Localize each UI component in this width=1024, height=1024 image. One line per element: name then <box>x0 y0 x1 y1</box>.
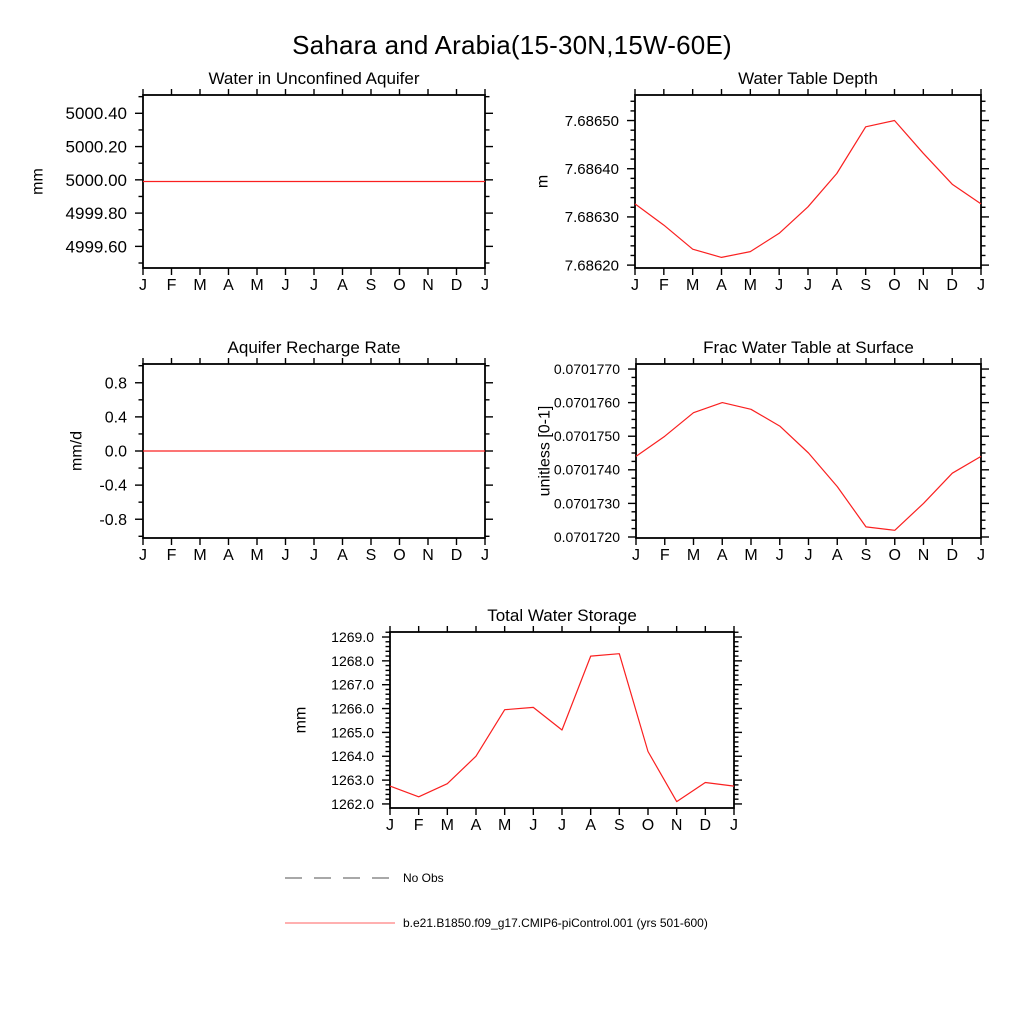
y-tick-label: 7.68630 <box>564 209 619 227</box>
y-tick-label: 7.68640 <box>564 160 619 178</box>
x-tick-label: N <box>917 547 930 564</box>
x-tick-label: M <box>744 547 758 564</box>
x-tick-label: S <box>365 277 377 294</box>
x-tick-label: N <box>917 277 930 294</box>
series-line <box>635 121 981 258</box>
x-tick-label: M <box>250 547 264 564</box>
y-tick-label: 5000.40 <box>65 104 127 124</box>
panel-water-table-depth <box>535 69 989 294</box>
y-tick-label: 0.0701750 <box>553 428 620 445</box>
y-tick-label: 0.0701720 <box>553 528 620 545</box>
x-tick-label: J <box>804 547 813 564</box>
x-tick-label: J <box>775 547 784 564</box>
x-tick-label: M <box>193 277 207 294</box>
x-tick-label: J <box>281 277 290 294</box>
legend-label-model-series: b.e21.B1850.f09_g17.CMIP6-piControl.001 (yrs 501-600) <box>403 916 708 930</box>
x-tick-label: S <box>860 277 872 294</box>
x-tick-label: J <box>281 547 290 564</box>
x-tick-label: A <box>716 547 728 564</box>
y-ticks <box>382 632 742 804</box>
x-tick-label: F <box>166 547 177 564</box>
x-tick-label: A <box>831 547 843 564</box>
x-tick-label: N <box>422 547 434 564</box>
y-tick-label: 5000.00 <box>65 170 127 190</box>
plot-frame <box>390 632 734 808</box>
x-tick-label: D <box>450 547 463 564</box>
x-tick-label: A <box>223 547 234 564</box>
y-tick-label: 7.68620 <box>564 257 619 275</box>
y-tick-labels <box>565 113 619 275</box>
x-tick-label: J <box>977 547 985 564</box>
series-line <box>636 403 981 531</box>
x-tick-label: M <box>686 277 700 294</box>
x-tick-label: F <box>659 547 670 564</box>
x-tick-label: N <box>422 277 434 294</box>
y-tick-label: 0.8 <box>104 375 127 393</box>
x-tick-labels <box>631 277 985 294</box>
y-tick-label: 1267.0 <box>331 676 374 693</box>
x-tick-labels <box>139 547 489 564</box>
x-tick-label: O <box>393 277 406 294</box>
no-obs-line-icon <box>283 872 395 884</box>
x-tick-label: J <box>632 547 640 564</box>
y-tick-label: 0.4 <box>104 409 127 427</box>
y-tick-label: 0.0701730 <box>553 495 620 512</box>
y-axis-label: m <box>534 174 552 189</box>
legend-label-no-obs: No Obs <box>403 871 444 885</box>
x-tick-label: M <box>743 277 757 294</box>
y-tick-label: 0.0 <box>104 443 127 461</box>
y-axis-label: mm/d <box>68 431 86 471</box>
y-tick-label: -0.4 <box>99 477 127 495</box>
x-tick-label: A <box>337 277 348 294</box>
y-tick-label: 7.68650 <box>564 112 619 130</box>
x-tick-label: J <box>804 277 812 294</box>
y-tick-label: 1262.0 <box>331 795 374 812</box>
x-tick-label: O <box>393 547 406 564</box>
x-tick-label: J <box>977 277 985 294</box>
x-tick-label: J <box>310 547 318 564</box>
panel-title: Water Table Depth <box>738 69 878 88</box>
x-tick-label: J <box>386 817 394 834</box>
x-ticks <box>635 89 981 275</box>
panel-title: Frac Water Table at Surface <box>703 338 914 357</box>
y-ticks <box>135 97 493 263</box>
y-tick-labels <box>99 375 127 528</box>
y-tick-label: 0.0701740 <box>553 461 620 478</box>
x-tick-label: M <box>686 547 701 564</box>
x-tick-label: O <box>641 817 655 834</box>
x-tick-label: J <box>481 547 489 564</box>
x-tick-label: J <box>139 277 147 294</box>
x-tick-label: F <box>658 277 669 294</box>
panel-aquifer-recharge-rate <box>69 338 493 564</box>
x-tick-label: J <box>775 277 784 294</box>
x-tick-label: S <box>365 547 377 564</box>
x-tick-label: S <box>613 817 625 834</box>
x-tick-label: D <box>946 277 958 294</box>
panel-title: Aquifer Recharge Rate <box>227 338 401 357</box>
y-tick-label: 4999.80 <box>65 204 127 224</box>
page-title: Sahara and Arabia(15-30N,15W-60E) <box>292 30 732 60</box>
y-tick-label: 0.0701770 <box>553 360 620 377</box>
x-tick-label: O <box>888 547 901 564</box>
x-tick-label: M <box>250 277 264 294</box>
series-line <box>390 654 734 802</box>
x-tick-label: J <box>529 817 538 834</box>
x-tick-label: J <box>730 817 738 834</box>
x-ticks <box>636 358 981 545</box>
legend-item-no-obs <box>283 871 444 885</box>
y-tick-label: 1265.0 <box>331 724 374 741</box>
y-tick-label: 5000.20 <box>65 137 127 157</box>
x-tick-label: D <box>450 277 463 294</box>
y-axis-label: mm <box>29 168 47 195</box>
x-tick-label: J <box>481 277 489 294</box>
x-tick-label: A <box>585 817 597 834</box>
y-tick-labels <box>66 104 127 256</box>
panel-total-water-storage <box>293 606 742 834</box>
x-tick-label: M <box>193 547 207 564</box>
x-tick-label: S <box>860 547 872 564</box>
y-ticks <box>627 101 989 265</box>
plot-frame <box>636 364 981 538</box>
y-tick-labels <box>331 629 374 812</box>
y-tick-label: 1266.0 <box>331 700 374 717</box>
y-tick-label: -0.8 <box>99 511 127 529</box>
x-tick-label: F <box>166 277 177 294</box>
x-tick-labels <box>139 277 489 294</box>
x-tick-label: M <box>498 817 512 834</box>
x-tick-label: A <box>716 277 727 294</box>
x-tick-label: J <box>310 277 318 294</box>
y-tick-label: 1269.0 <box>331 628 374 645</box>
y-tick-label: 0.0701760 <box>553 394 620 411</box>
y-tick-label: 4999.60 <box>65 237 127 257</box>
x-tick-label: J <box>558 817 566 834</box>
legend-item-model-series <box>283 916 708 930</box>
y-tick-label: 1268.0 <box>331 652 374 669</box>
y-tick-label: 1263.0 <box>331 771 374 788</box>
y-axis-label: unitless [0-1] <box>536 405 554 497</box>
y-axis-label: mm <box>292 706 310 734</box>
x-tick-label: A <box>337 547 348 564</box>
x-tick-labels <box>386 817 738 834</box>
y-tick-label: 1264.0 <box>331 748 374 765</box>
x-tick-label: O <box>888 277 901 294</box>
x-tick-label: N <box>670 817 683 834</box>
x-tick-label: A <box>470 817 482 834</box>
x-tick-label: A <box>223 277 234 294</box>
panel-title: Total Water Storage <box>487 606 637 625</box>
plot-frame <box>635 95 981 268</box>
x-tick-label: M <box>440 817 454 834</box>
x-tick-label: D <box>946 547 959 564</box>
x-tick-label: A <box>831 277 843 294</box>
x-tick-label: J <box>139 547 147 564</box>
x-tick-label: J <box>631 277 639 294</box>
x-tick-label: D <box>699 817 712 834</box>
model-series-line-icon <box>283 917 395 929</box>
panel-water-in-unconfined-aquifer <box>30 69 493 294</box>
y-tick-labels <box>554 361 620 545</box>
x-tick-label: F <box>413 817 424 834</box>
panel-frac-water-table-at-surface <box>537 338 989 564</box>
panel-title: Water in Unconfined Aquifer <box>208 69 420 88</box>
x-tick-labels <box>632 547 985 564</box>
